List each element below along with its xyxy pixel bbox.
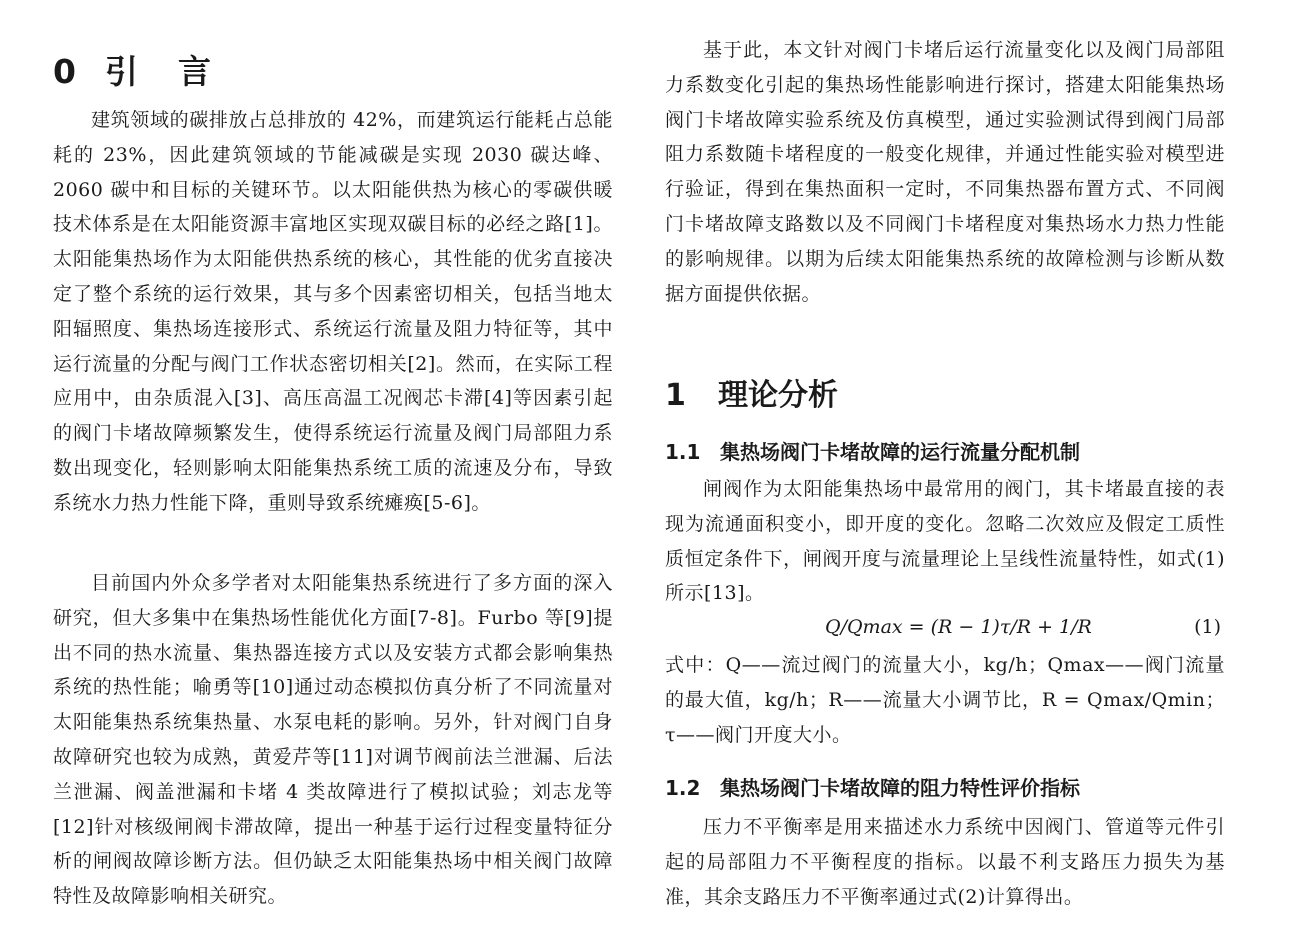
section-1-number: 1 [665, 378, 686, 413]
introduction-heading-title: 引言 [105, 52, 251, 91]
introduction-heading [53, 46, 251, 93]
introduction-heading-number: 0 [53, 52, 77, 91]
subsection-1-1-title: 集热场阀门卡堵故障的运行流量分配机制 [720, 440, 1080, 464]
equation-1-body: Q/Qmax = (R − 1)τ/R + 1/R [825, 616, 1092, 638]
intro-paragraph-2: 目前国内外众多学者对太阳能集热系统进行了多方面的深入研究，但大多集中在集热场性能优化方面[7-8]。Furbo 等[9]提出不同的热水流量、集热器连接方式以及安装方式都会影响集热系统的热性能；喻勇等[10]通过动态模拟仿真分析了不同流量对太阳能集热系统集热量、水泵电耗的影响。另外，针对阀门自身故障研究也较为成熟，黄爱芹等[11]对调节阀前法兰泄漏、后法兰泄漏、阀盖泄漏和卡堵 4 类故障进行了模拟试验；刘志龙等[12]针对核级闸阀卡滞故障，提出一种基于运行过程变量特征分析的闸阀故障诊断方法。但仍缺乏太阳能集热场中相关阀门故障特性及故障影响相关研究。 [53, 572, 613, 908]
equation-1-variables: 式中：Q——流过阀门的流量大小，kg/h；Qmax——阀门流量的最大值，kg/h；R——流量大小调节比，R = Qmax/Qmin；τ——阀门开度大小。 [665, 654, 1225, 746]
subsection-1-2-heading [665, 772, 1080, 801]
equation-1-tag: (1) [1194, 616, 1221, 638]
intro-paragraph-3: 基于此，本文针对阀门卡堵后运行流量变化以及阀门局部阻力系数变化引起的集热场性能影响进行探讨，搭建太阳能集热场阀门卡堵故障实验系统及仿真模型，通过实验测试得到阀门局部阻力系数随卡堵程度的一般变化规律，并通过性能实验对模型进行验证，得到在集热面积一定时，不同集热器布置方式、不同阀门卡堵故障支路数以及不同阀门卡堵程度对集热场水力热力性能的影响规律。以期为后续太阳能集热系统的故障检测与诊断从数据方面提供依据。 [665, 39, 1225, 305]
subsection-1-1-heading [665, 436, 1080, 465]
equation-1 [665, 616, 1225, 646]
section-1-title: 理论分析 [718, 378, 838, 413]
section-1-heading [665, 370, 838, 414]
intro-paragraph-1: 建筑领域的碳排放占总排放的 42%，而建筑运行能耗占总能耗的 23%，因此建筑领域的节能减碳是实现 2030 碳达峰、2060 碳中和目标的关键环节。以太阳能供热为核心的零碳供暖技术体系是在太阳能资源丰富地区实现双碳目标的必经之路[1]。太阳能集热场作为太阳能供热系统的核心，其性能的优劣直接决定了整个系统的运行效果，其与多个因素密切相关，包括当地太阳辐照度、集热场连接形式、系统运行流量及阻力特征等，其中运行流量的分配与阀门工作状态密切相关[2]。然而，在实际工程应用中，由杂质混入[3]、高压高温工况阀芯卡滞[4]等因素引起的阀门卡堵故障频繁发生，使得系统运行流量及阀门局部阻力系数出现变化，轻则影响太阳能集热系统工质的流速及分布，导致系统水力热力性能下降，重则导致系统瘫痪[5-6]。 [53, 109, 613, 514]
section-1-2-paragraph: 压力不平衡率是用来描述水力系统中因阀门、管道等元件引起的局部阻力不平衡程度的指标。以最不利支路压力损失为基准，其余支路压力不平衡率通过式(2)计算得出。 [665, 816, 1225, 908]
subsection-1-2-number: 1.2 [665, 776, 701, 800]
subsection-1-2-title: 集热场阀门卡堵故障的阻力特性评价指标 [720, 776, 1080, 800]
section-1-1-paragraph: 闸阀作为太阳能集热场中最常用的阀门，其卡堵最直接的表现为流通面积变小，即开度的变化。忽略二次效应及假定工质性质恒定条件下，闸阀开度与流量理论上呈线性流量特性，如式(1)所示[13]。 [665, 478, 1225, 605]
subsection-1-1-number: 1.1 [665, 440, 701, 464]
